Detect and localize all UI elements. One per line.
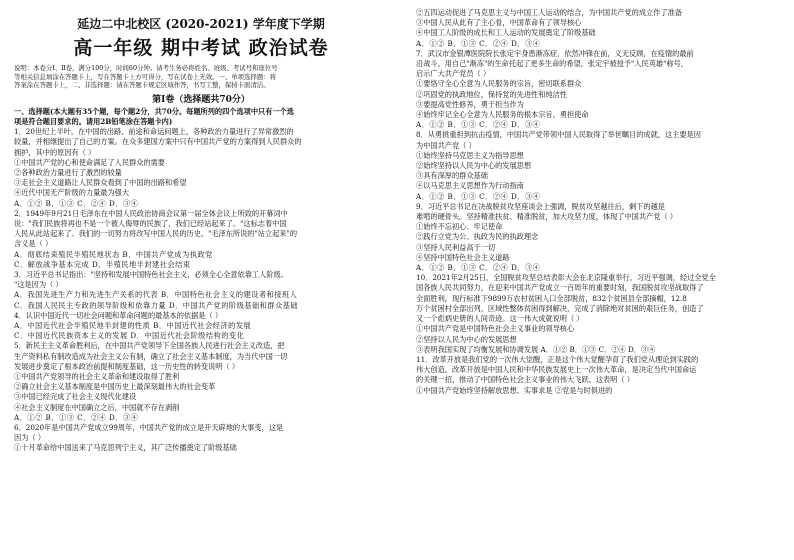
text-line: ③具有深厚的群众基础 <box>416 171 488 181</box>
text-line: 说："我们民族将再也不是一个被人侮辱的民族了，我们已经站起来了。"这标志着中国 <box>14 219 287 229</box>
left-column <box>14 8 388 454</box>
text-line: 又一个彪炳史册的人间奇迹。这一伟大成就说明（ ） <box>416 314 584 324</box>
text-line: ①始终坚持马克思主义为指导思想 <box>416 150 524 160</box>
text-line: ③坚持人民利益高于一切 <box>416 242 496 252</box>
text-line: 4．认识中国近代一切社会问题和革命问题的最基本的依据是（ ） <box>14 310 223 320</box>
text-line: ④以马克思主义思想作为行动指南 <box>416 181 524 191</box>
text-line: 伟大创造。改革开放是中国人民和中华民族发展史上一次伟大革命，是决定当代中国命运 <box>416 365 697 375</box>
text-line: 拥护，其中的原因有（ ） <box>14 147 96 157</box>
answer-options: A．彻底结束殖民半殖民地状态 B．中国共产党成为执政党 <box>14 249 213 259</box>
text-line: ②始终坚持以人民为中心的发展思想 <box>416 161 532 171</box>
text-line: ②各种政治力量进行了激烈的较量 <box>14 168 122 177</box>
text-line: "这是因为（ ） <box>14 280 63 290</box>
text-line: 沿战斗，用自己"渐冻"的生命托起了更多生命的希望，张定宇被授予"人民英雄"称号， <box>416 59 688 69</box>
answer-options: A．①② B．①③ C．②④ D．③④ <box>416 263 541 273</box>
text-line: ③中国人民从此有了主心骨，中国革命有了领导核心 <box>416 18 582 28</box>
text-line: ④社会主义制度在中国确立之后，中国就不存在剥削 <box>14 402 180 412</box>
text-line: 启示广大共产党员（ ） <box>416 69 491 79</box>
answer-options: A．①② B．①③ C．②④ D．③④ <box>14 412 139 422</box>
answer-options: A．我国先进生产力和先进生产关系的代表 B．中国特色社会主义的建设者和接班人 <box>14 290 298 300</box>
section-intro: 项是符合题目要求的。请用2B铅笔涂在答题卡内) <box>14 116 173 126</box>
text-line: 5．新民主主义革命胜利后，在中国共产党领导下全国各族人民进行社会主义改造，把 <box>14 341 285 351</box>
answer-options: A．①② B．①③ C．②④ D．③④ <box>416 120 541 130</box>
text-line: ②确立社会主义基本制度是中国历史上最深刻最伟大的社会变革 <box>14 382 216 392</box>
instructions-line: 说明：本卷分Ⅰ、Ⅱ卷，满分100分，时间60分钟。请考生务必将姓名、班级、考试号和座位号 <box>14 64 278 72</box>
text-line: ③表明我国实现了均衡发展和协调发展 A．①② B．①③ C．②④ D．③④ <box>416 344 656 354</box>
text-line: 发展进步奠定了根本政治前提和制度基础，这一历史性的转变说明（ ） <box>14 361 240 371</box>
text-line: 较量，并相继提出了自己的方案。在众多建国方案中只有中国共产党的方案得到人民群众的 <box>14 137 302 147</box>
text-line: 3．习近平总书记指出："坚持和发展中国特色社会主义，必须全心全意依靠工人阶级。 <box>14 270 288 280</box>
text-line: ④坚持中国特色社会主义道路 <box>416 252 510 262</box>
text-line: 国各族人民共同努力，在迎来中国共产党成立一百周年的重要时刻，我国脱贫攻坚战取得了 <box>416 283 704 293</box>
text-line: 7．武汉市金银潭医院院长张定宇身患渐冻症，依然冲锋在前，义无反顾，在疫情的最前 <box>416 48 694 58</box>
text-line: 10．2021年2月25日，全国脱贫攻坚总结表彰大会在北京隆重举行。习近平强调，经过全党全 <box>416 273 716 283</box>
text-line: ①中国共产党始终坚持解放思想、实事求是 ②党是与时俱进的 <box>416 385 613 395</box>
text-line: 万个贫困村全部出列，区域性整体贫困得到解决，完成了消除绝对贫困的艰巨任务，创造了 <box>416 303 704 313</box>
text-line: ②践行立党为公、执政为民的执政理念 <box>416 232 539 242</box>
section-intro: 一、选择题(本大题有35个题，每个题2分，共70分。每题所列的四个选项中只有一个选 <box>14 106 294 116</box>
text-line: 11．改革开放是我们党的一次伟大觉醒，正是这个伟大觉醒孕育了我们党从理论到实践的 <box>416 354 699 364</box>
answer-options: C．中国近代民族资本主义的发展 D．中国近代社会阶级结构的变化 <box>14 331 245 341</box>
text-line: ①要恪守全心全意为人民服务的宗旨，密切联系群众 <box>416 79 582 89</box>
text-line: 的关键一招，推动了中国特色社会主义事业的伟大飞跃。这表明（ ） <box>416 375 634 385</box>
text-line: ③走社会主义道路让人民群众看到了中国的出路和希望 <box>14 178 187 188</box>
text-line: ③要提高党性修养，勇于担当作为 <box>416 99 524 109</box>
text-line: 含义是（ ） <box>14 239 53 249</box>
text-line: ①十月革命给中国送来了马克思列宁主义，其广泛传播奠定了阶级基础 <box>14 443 237 453</box>
text-line: 全面胜利，现行标准下9899万农村贫困人口全部脱贫，832个贫困县全部摘帽，12.8 <box>416 293 687 303</box>
answer-options: A．中国近代社会半殖民地半封建的性质 B．中国近代社会经济的发展 <box>14 321 252 331</box>
answer-options: A．①② B．①③ C．②④ D．③④ <box>14 198 139 208</box>
instructions-line: 等相关信息填涂在答题卡上，写在答题卡上方可得分，写在试卷上无效。一、单项选择题：将 <box>14 72 277 81</box>
answer-options: A．①② B．①③ C．②④ D．③④ <box>416 191 541 201</box>
section-heading: 第Ⅰ卷（选择题共70分） <box>152 94 250 105</box>
text-line: ④近代中国无产阶级的力量最为强大 <box>14 188 130 198</box>
answer-options: C．我国人民民主专政的领导阶级和依靠力量 D．中国共产党的阶级基础和群众基础 <box>14 300 299 310</box>
school-line: 延边二中北校区 (2020-2021) 学年度下学期 <box>77 17 325 31</box>
text-line: 6．2020年是中国共产党成立99周年，中国共产党的成立是开天辟地的大事变，这是 <box>14 423 284 433</box>
text-line: ④中国工人阶级的成长和工人运动的发展奠定了阶级基础 <box>416 28 596 38</box>
text-line: 人民从此站起来了。我们的一切努力将改写中国人民的历史。"毛泽东所说的"站立起来"的 <box>14 229 298 239</box>
text-line: 9．习近平总书记在决战脱贫攻坚座谈会上强调，脱贫攻坚越往后，剩下的越是 <box>416 201 665 211</box>
right-column <box>416 8 790 396</box>
text-line: ②巩固党的执政地位，保持党的先进性和纯洁性 <box>416 89 567 99</box>
answer-options: C．解放战争基本完成 D．半殖民地半封建社会结束 <box>14 259 191 269</box>
text-line: 8．从勇挑重担到抗击疫情，中国共产党带领中国人民取得了举世瞩目的成就，这主要是因 <box>416 130 701 140</box>
text-line: ④始终牢记全心全意为人民服务的根本宗旨，勇担使命 <box>416 110 589 120</box>
answer-options: A．①② B．①③ C．②④ D．③④ <box>416 38 541 48</box>
text-line: ②坚持以人民为中心的发展思想 <box>416 334 517 344</box>
text-line: 生产资料私有制改造成为社会主义公有制，确立了社会主义基本制度，为当代中国一切 <box>14 351 288 361</box>
text-line: ①中国共产党的心和使命满足了人民群众的需要 <box>14 157 165 167</box>
text-line: ①中国共产党是中国特色社会主义事业的领导核心 <box>416 324 575 334</box>
text-line: 1．20世纪上半叶，在中国的出路、前途和命运问题上，各种政治力量进行了异常激烈的 <box>14 127 294 137</box>
text-line: 因为（ ） <box>14 433 46 443</box>
text-line: ①始终不忘初心、牢记使命 <box>416 222 503 232</box>
text-line: 2．1949年9月21日毛泽东在中国人民政治协商会议第一届全体会议上所致的开幕词中 <box>14 208 288 218</box>
text-line: 难啃的硬骨头。坚持精准扶贫、精准脱贫，加大攻坚力度，体现了中国共产党（ ） <box>416 212 678 222</box>
exam-title: 高一年级 期中考试 政治试卷 <box>73 37 329 59</box>
text-line: 为中国共产党（ ） <box>416 140 476 150</box>
text-line: ②五四运动促进了马克思主义与中国工人运动的结合，为中国共产党的成立作了准备 <box>416 8 682 17</box>
text-line: ③中国已经完成了社会主义现代化建设 <box>14 392 137 402</box>
instructions-line: 答案涂在答题卡上，二、非选择题：请在答题卡规定区域作答，书写工整，保持卡面清洁。 <box>14 81 270 90</box>
text-line: ①中国共产党领导的社会主义革命和建设取得了胜利 <box>14 372 180 382</box>
